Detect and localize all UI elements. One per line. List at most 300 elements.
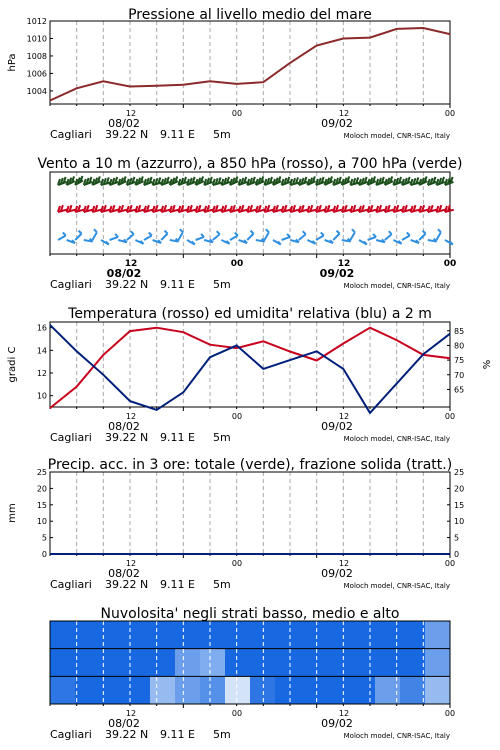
x-tick-label: 12 (338, 109, 350, 118)
wind-10m-barb (135, 240, 143, 244)
wind-850-barb (92, 205, 101, 212)
footer-longitude: 9.11 E (160, 431, 195, 444)
wind-850-barb (411, 205, 420, 212)
date-label-1: 08/02 (106, 267, 142, 280)
footer-latitude: 39.22 N (105, 278, 149, 291)
wind-10m-barb (247, 231, 253, 240)
wind-700-barb (445, 177, 453, 185)
y2-tick-label: 70 (454, 370, 465, 380)
wind-700-barb (316, 177, 324, 185)
wind-10m-barb (333, 231, 339, 240)
barb-feather (389, 231, 392, 234)
wind-700-barb (273, 176, 281, 185)
wind-850-barb (445, 205, 454, 212)
barb-feather (149, 233, 152, 236)
footer-model: Moloch model, CNR-ISAC, Italy (343, 435, 450, 443)
wind-10m-barb (299, 231, 306, 240)
barb-feather (115, 234, 118, 237)
x-tick-label: 00 (444, 559, 456, 568)
cloud-cell (150, 621, 176, 649)
x-tick-label: 00 (230, 259, 244, 269)
y-axis-label: mm (7, 503, 18, 523)
cloud-cell (425, 649, 451, 677)
chart-title-3: Temperatura (rosso) ed umidita' relativa (blu) a 2 m (68, 306, 432, 322)
y-tick-label: 25 (36, 468, 47, 477)
y-tick-label: 5 (41, 533, 47, 543)
wind-10m-barb (239, 240, 247, 243)
barb-feather (217, 231, 220, 234)
wind-700-barb (368, 176, 376, 185)
wind-850-barb (290, 205, 299, 212)
y2-tick-label: 0 (454, 550, 460, 559)
wind-10m-barb (402, 233, 410, 241)
cloud-cell (200, 621, 226, 649)
y-tick-label: 1008 (26, 51, 47, 61)
wind-700-barb (342, 176, 350, 185)
wind-850-barb (247, 205, 256, 212)
barb-shaft (144, 236, 152, 241)
wind-700-barb (135, 176, 143, 185)
wind-700-barb (428, 177, 436, 185)
wind-700-barb (187, 177, 195, 185)
wind-700-barb (402, 177, 410, 185)
footer-location: Cagliari (50, 128, 92, 141)
wind-700-barb (127, 177, 135, 185)
cloud-cell (175, 676, 201, 704)
wind-850-barb (333, 205, 342, 212)
wind-10m-barb (67, 240, 75, 243)
x-tick-label: 12 (338, 559, 350, 568)
wind-10m-barb (368, 234, 376, 240)
barb-feather (287, 234, 290, 237)
wind-10m-barb (385, 231, 392, 240)
wind-700-barb (376, 177, 384, 185)
y-tick-label: 1010 (26, 34, 47, 44)
footer-model: Moloch model, CNR-ISAC, Italy (343, 582, 450, 590)
y-tick-label: 15 (36, 500, 47, 510)
wind-700-barb (75, 176, 83, 185)
x-tick-label: 00 (444, 109, 456, 118)
chart-title-2: Vento a 10 m (azzurro), a 850 hPa (rosso), a 700 hPa (verde) (37, 156, 463, 172)
cloud-cell (225, 676, 251, 704)
wind-700-barb (196, 176, 204, 185)
cloud-cell (325, 649, 351, 677)
barb-feather (131, 231, 134, 234)
wind-850-barb (153, 205, 162, 212)
x-tick-label: 12 (125, 709, 137, 718)
wind-850-barb (75, 205, 84, 212)
barb-feather (165, 231, 168, 234)
wind-10m-barb (419, 231, 425, 240)
cloud-cell (425, 676, 451, 704)
cloud-cell (275, 649, 301, 677)
y-tick-label: 0 (41, 550, 47, 559)
date-label-2: 09/02 (321, 567, 353, 580)
footer-elevation: 5m (213, 728, 231, 741)
wind-850-barb (204, 205, 213, 212)
wind-700-barb (144, 177, 152, 185)
barb-feather (303, 231, 306, 234)
wind-850-barb (282, 205, 291, 212)
wind-850-barb (196, 205, 205, 212)
date-label-1: 08/02 (108, 117, 140, 130)
wind-850-barb (161, 205, 170, 212)
wind-10m-barb (213, 231, 220, 240)
wind-850-barb (428, 205, 437, 212)
wind-850-barb (118, 205, 127, 212)
wind-700-barb (299, 177, 307, 185)
barb-shaft (178, 232, 183, 240)
wind-10m-barb (110, 234, 118, 240)
barb-feather (266, 229, 269, 232)
wind-700-barb (290, 177, 299, 185)
cloud-cell (400, 649, 426, 677)
barb-shaft (213, 234, 220, 240)
cloud-cell (400, 676, 426, 704)
wind-10m-barb (411, 240, 419, 243)
chart-title-4: Precip. acc. in 3 ore: totale (verde), frazione solida (tratt.) (47, 457, 453, 473)
date-label-1: 08/02 (108, 717, 140, 730)
wind-850-barb (376, 205, 385, 212)
footer-model: Moloch model, CNR-ISAC, Italy (343, 282, 450, 290)
cloud-cell (50, 649, 76, 677)
wind-10m-barb (170, 239, 179, 242)
cloud-cell (350, 676, 376, 704)
barb-feather (438, 229, 441, 232)
wind-10m-barb (144, 233, 152, 241)
footer-longitude: 9.11 E (160, 128, 195, 141)
barb-shaft (92, 232, 97, 240)
wind-850-barb (264, 205, 273, 212)
y2-tick-label: 65 (454, 385, 465, 395)
wind-700-barb (247, 177, 255, 185)
wind-850-barb (402, 205, 411, 212)
y-tick-label: 1006 (26, 69, 47, 79)
x-tick-label: 12 (338, 709, 350, 718)
barb-shaft (419, 234, 425, 240)
cloud-cell (125, 621, 151, 649)
barb-feather (321, 233, 324, 236)
wind-700-barb (350, 177, 359, 185)
wind-10m-barb (436, 229, 441, 240)
cloud-cell (400, 621, 426, 649)
wind-10m-barb (256, 239, 265, 242)
wind-850-barb (221, 205, 230, 212)
y2-tick-label: 85 (454, 326, 465, 336)
wind-700-barb (92, 176, 100, 185)
wind-700-barb (101, 177, 110, 185)
cloud-cell (300, 621, 326, 649)
wind-10m-barb (359, 240, 367, 245)
barb-feather (352, 229, 355, 232)
wind-850-barb (342, 205, 351, 212)
wind-700-barb (282, 177, 290, 185)
barb-feather (201, 234, 204, 237)
barb-shaft (58, 236, 66, 241)
cloud-cell (125, 649, 151, 677)
footer-elevation: 5m (213, 431, 231, 444)
wind-850-barb (170, 205, 179, 212)
wind-700-barb (170, 176, 178, 185)
barb-feather (407, 233, 410, 236)
cloud-cell (225, 649, 251, 677)
footer-elevation: 5m (213, 578, 231, 591)
wind-850-barb (135, 205, 144, 212)
x-tick-label: 00 (443, 259, 457, 269)
y-tick-label: 1004 (26, 86, 47, 96)
barb-shaft (316, 236, 324, 241)
wind-10m-barb (282, 234, 290, 240)
wind-10m-barb (273, 240, 281, 245)
wind-850-barb (127, 205, 136, 212)
wind-10m-barb (376, 239, 385, 242)
barb-shaft (333, 234, 339, 240)
wind-700-barb (221, 177, 229, 185)
wind-700-barb (264, 177, 272, 185)
x-tick-label: 12 (125, 559, 137, 568)
pressure-line (50, 28, 450, 101)
barb-shaft (385, 234, 392, 240)
wind-700-barb (118, 176, 126, 185)
wind-700-barb (307, 176, 315, 185)
wind-850-barb (325, 205, 334, 212)
x-tick-label: 00 (231, 559, 243, 568)
plot-frame (50, 21, 450, 104)
cloud-cell (150, 676, 176, 704)
footer-location: Cagliari (50, 278, 92, 291)
date-label-1: 08/02 (108, 420, 140, 433)
cloud-cell (200, 676, 226, 704)
y2-tick-label: 20 (454, 484, 465, 494)
wind-850-barb (359, 205, 368, 212)
wind-700-barb (230, 176, 238, 185)
wind-850-barb (230, 205, 239, 212)
cloud-cell (275, 621, 301, 649)
y2-axis-label: % (482, 359, 493, 370)
barb-shaft (196, 237, 204, 240)
barb-shaft (110, 237, 118, 240)
footer-location: Cagliari (50, 578, 92, 591)
temperature-line (50, 328, 450, 408)
cloud-cell (250, 676, 276, 704)
wind-850-barb (239, 205, 248, 212)
footer-model: Moloch model, CNR-ISAC, Italy (343, 732, 450, 740)
wind-850-barb (178, 205, 187, 212)
cloud-cell (275, 676, 301, 704)
wind-700-barb (419, 176, 427, 185)
wind-850-barb (307, 205, 316, 212)
wind-700-barb (359, 177, 367, 185)
cloud-cell (175, 649, 201, 677)
y-tick-label: 1012 (26, 17, 47, 26)
wind-10m-barb (290, 239, 299, 242)
cloud-cell (75, 676, 101, 704)
y2-tick-label: 10 (454, 517, 465, 527)
wind-10m-barb (84, 239, 93, 242)
y-tick-label: 10 (36, 517, 47, 527)
date-label-1: 08/02 (108, 567, 140, 580)
wind-850-barb (187, 205, 196, 212)
wind-700-barb (67, 176, 75, 185)
cloud-cell (250, 621, 276, 649)
wind-850-barb (385, 205, 394, 212)
cloud-cell (125, 676, 151, 704)
x-tick-label: 00 (231, 412, 243, 421)
wind-700-barb (204, 177, 212, 185)
barb-feather (337, 231, 340, 234)
footer-longitude: 9.11 E (160, 728, 195, 741)
wind-850-barb (419, 205, 428, 212)
barb-feather (235, 233, 238, 236)
x-tick-label: 12 (337, 259, 351, 269)
chart-title-5: Nuvolosita' negli strati basso, medio e alto (100, 606, 400, 622)
barb-feather (180, 229, 183, 232)
cloud-cell (75, 649, 101, 677)
wind-700-barb (411, 177, 420, 185)
wind-850-barb (316, 205, 325, 212)
wind-10m-barb (75, 231, 81, 240)
y2-tick-label: 25 (454, 468, 465, 477)
barb-shaft (299, 234, 306, 240)
wind-10m-barb (221, 240, 229, 244)
cloud-cell (250, 649, 276, 677)
wind-700-barb (58, 177, 66, 185)
y-tick-label: 10 (36, 391, 47, 401)
wind-700-barb (436, 177, 444, 185)
barb-shaft (282, 237, 290, 240)
footer-latitude: 39.22 N (105, 578, 149, 591)
wind-700-barb (84, 177, 92, 185)
cloud-cell (225, 621, 251, 649)
cloud-cell (325, 676, 351, 704)
barb-shaft (75, 234, 81, 240)
footer-elevation: 5m (213, 278, 231, 291)
y-tick-label: 14 (36, 346, 47, 356)
wind-10m-barb (58, 233, 66, 241)
wind-10m-barb (342, 239, 351, 242)
footer-location: Cagliari (50, 431, 92, 444)
x-tick-label: 00 (231, 109, 243, 118)
barb-feather (423, 231, 426, 234)
barb-shaft (402, 236, 410, 241)
y2-tick-label: 75 (454, 356, 465, 366)
wind-700-barb (213, 177, 222, 185)
barb-feather (373, 234, 376, 237)
wind-10m-barb (428, 239, 437, 242)
wind-700-barb (385, 176, 393, 185)
wind-700-barb (393, 177, 401, 185)
cloud-cell (50, 621, 76, 649)
x-tick-label: 00 (444, 709, 456, 718)
footer-latitude: 39.22 N (105, 128, 149, 141)
x-tick-label: 00 (444, 412, 456, 421)
cloud-cell (150, 649, 176, 677)
footer-latitude: 39.22 N (105, 431, 149, 444)
wind-10m-barb (101, 240, 109, 245)
date-label-2: 09/02 (319, 267, 355, 280)
wind-850-barb (58, 205, 67, 212)
wind-850-barb (393, 205, 402, 212)
cloud-cell (175, 621, 201, 649)
footer-longitude: 9.11 E (160, 278, 195, 291)
wind-850-barb (368, 205, 377, 212)
wind-10m-barb (445, 240, 453, 245)
date-label-2: 09/02 (321, 717, 353, 730)
cloud-cell (300, 649, 326, 677)
wind-700-barb (256, 176, 264, 185)
barb-feather (94, 229, 97, 232)
wind-10m-barb (204, 239, 213, 242)
footer-longitude: 9.11 E (160, 578, 195, 591)
wind-700-barb (178, 177, 186, 185)
barb-shaft (247, 234, 253, 240)
wind-10m-barb (393, 240, 401, 244)
wind-700-barb (161, 177, 169, 185)
wind-10m-barb (187, 240, 195, 245)
x-tick-label: 12 (124, 259, 138, 269)
y-tick-label: 20 (36, 484, 47, 494)
cloud-cell (50, 676, 76, 704)
cloud-cell (350, 649, 376, 677)
y-tick-label: 12 (36, 369, 47, 378)
y-axis-label: gradi C (7, 346, 18, 383)
x-tick-label: 12 (125, 412, 137, 421)
wind-700-barb (333, 177, 341, 185)
date-label-2: 09/02 (321, 420, 353, 433)
footer-elevation: 5m (213, 128, 231, 141)
y-axis-label: hPa (7, 53, 18, 72)
wind-850-barb (436, 205, 445, 212)
wind-850-barb (84, 205, 93, 212)
footer-model: Moloch model, CNR-ISAC, Italy (343, 132, 450, 140)
wind-700-barb (239, 177, 247, 185)
date-label-2: 09/02 (321, 117, 353, 130)
wind-700-barb (153, 177, 162, 185)
wind-10m-barb (92, 229, 97, 240)
barb-feather (79, 231, 82, 234)
wind-850-barb (101, 205, 110, 212)
wind-10m-barb (325, 240, 333, 243)
wind-10m-barb (196, 234, 204, 240)
cloud-cell (300, 676, 326, 704)
wind-850-barb (273, 205, 282, 212)
footer-latitude: 39.22 N (105, 728, 149, 741)
wind-850-barb (144, 205, 153, 212)
y2-tick-label: 80 (454, 341, 465, 351)
wind-850-barb (110, 205, 119, 212)
barb-shaft (368, 237, 376, 240)
cloud-cell (425, 621, 451, 649)
wind-850-barb (67, 205, 76, 212)
y-tick-label: 16 (36, 323, 47, 333)
wind-850-barb (213, 205, 222, 212)
wind-850-barb (299, 205, 308, 212)
wind-10m-barb (178, 229, 183, 240)
barb-feather (251, 231, 254, 234)
wind-10m-barb (350, 229, 355, 240)
x-tick-label: 00 (231, 709, 243, 718)
cloud-cell (200, 649, 226, 677)
x-tick-label: 12 (338, 412, 350, 421)
y2-tick-label: 5 (454, 533, 460, 543)
cloud-cell (325, 621, 351, 649)
barb-shaft (161, 234, 167, 240)
barb-shaft (436, 232, 441, 240)
chart-title-1: Pressione al livello medio del mare (128, 7, 372, 23)
wind-10m-barb (161, 231, 167, 240)
plot-frame (50, 472, 450, 554)
cloud-cell (75, 621, 101, 649)
